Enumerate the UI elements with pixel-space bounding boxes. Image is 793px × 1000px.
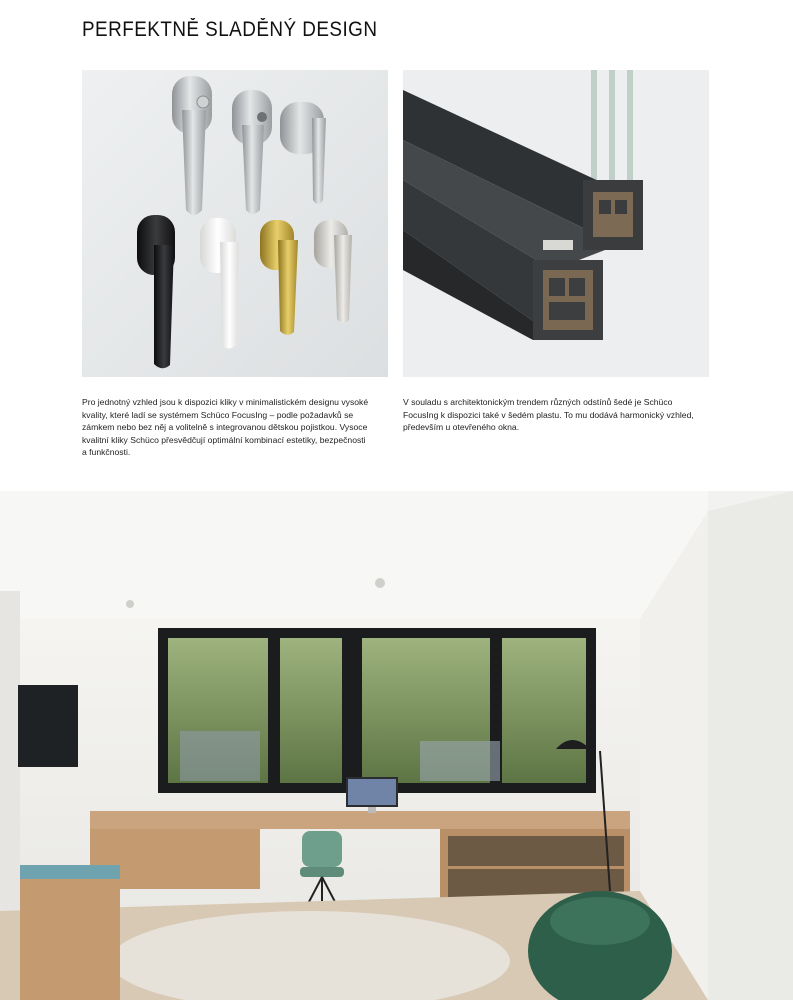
- caption-line: kvalitní kliky Schüco přesvědčují optimální kombinací estetiky, bezpečnosti: [82, 434, 366, 445]
- window-handles-photo: [82, 70, 388, 377]
- caption-line: především u otevřeného okna.: [403, 422, 520, 432]
- silver-handle-2: [232, 90, 272, 214]
- caption-line: kvality, které ladí se systémem Schüco FocusIng – podle požadavků se: [82, 409, 354, 420]
- champagne-handle: [314, 220, 352, 323]
- caption-line: Pro jednotný vzhled jsou k dispozici kliky v minimalistickém designu vysoké: [82, 397, 369, 407]
- caption-line: a funkčnosti.: [82, 447, 131, 457]
- caption-line: zámkem nebo bez něj a volitelně s integrovanou dětskou pojistkou. Vysoce: [82, 422, 368, 432]
- page-title: PERFEKTNĚ SLADĚNÝ DESIGN: [82, 18, 378, 41]
- silver-handle-1: [172, 76, 212, 215]
- white-handle: [200, 218, 239, 349]
- window-profile-photo: [403, 70, 709, 377]
- silver-handle-3: [280, 102, 326, 204]
- interior-photo: [0, 491, 793, 1000]
- caption-line: V souladu s architektonickým trendem různých odstínů šedé je Schüco: [403, 397, 673, 407]
- handles-caption: [82, 396, 369, 459]
- caption-line: FocusIng k dispozici také v šedém plastu. To mu dodává harmonický vzhled,: [403, 409, 694, 420]
- gold-handle: [260, 220, 298, 335]
- black-handle: [137, 215, 175, 368]
- profile-caption: [403, 396, 694, 434]
